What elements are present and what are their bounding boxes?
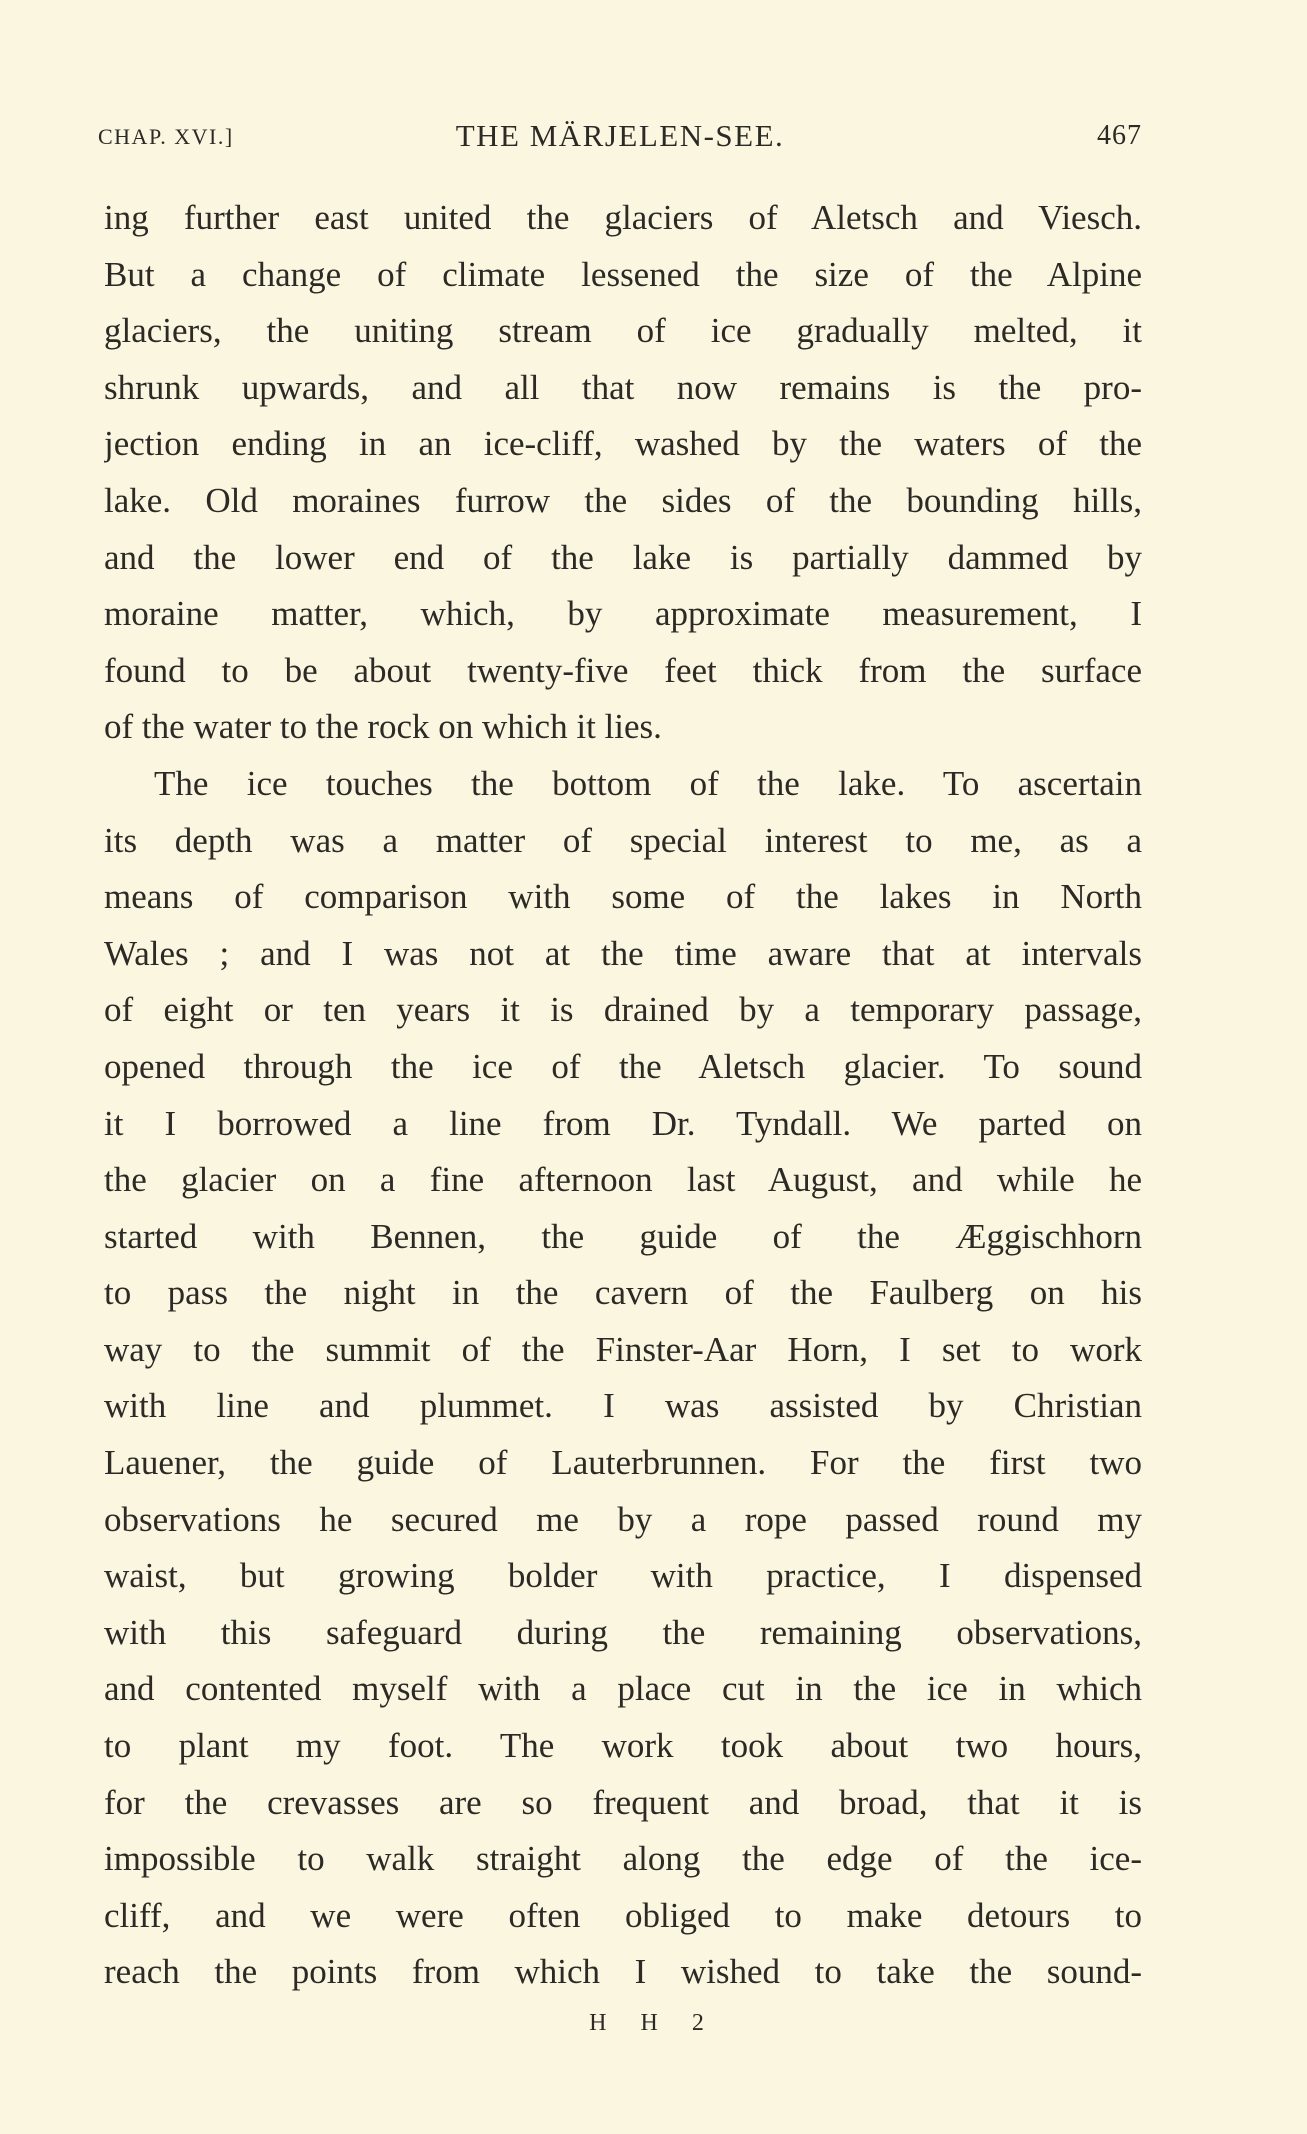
text-line: way to the summit of the Finster-Aar Horn, I set to work (104, 1329, 1142, 1369)
text-line: moraine matter, which, by approximate measurement, I (104, 594, 1142, 634)
chapter-reference: CHAP. XVI.] (98, 124, 234, 149)
page-number: 467 (1097, 120, 1142, 151)
text-line: observations he secured me by a rope passed round my (104, 1499, 1142, 1539)
text-line: But a change of climate lessened the size of the Alpine (104, 254, 1142, 294)
text-line: cliff, and we were often obliged to make detours to (104, 1895, 1142, 1935)
text-line: lake. Old moraines furrow the sides of the bounding hills, (104, 480, 1142, 520)
text-line: waist, but growing bolder with practice, I dispensed (104, 1556, 1142, 1596)
text-line: Lauener, the guide of Lauterbrunnen. For the first two (104, 1443, 1142, 1483)
text-line: its depth was a matter of special interest to me, as a (104, 820, 1142, 860)
text-line: and contented myself with a place cut in the ice in which (104, 1669, 1142, 1709)
text-line: ing further east united the glaciers of Aletsch and Viesch. (104, 198, 1142, 237)
text-line: shrunk upwards, and all that now remains is the pro- (104, 367, 1142, 407)
text-line: found to be about twenty-five feet thick from the surface (104, 650, 1142, 690)
running-head (98, 118, 1142, 162)
text-line: of eight or ten years it is drained by a temporary passage, (104, 990, 1142, 1030)
text-line: it I borrowed a line from Dr. Tyndall. We parted on (104, 1103, 1142, 1143)
text-line: impossible to walk straight along the edge of the ice- (104, 1839, 1142, 1879)
text-line: opened through the ice of the Aletsch glacier. To sound (104, 1046, 1142, 1086)
paragraph-start-line: The ice touches the bottom of the lake. To ascertain (154, 763, 1142, 803)
text-line: reach the points from which I wished to take the sound- (104, 1952, 1142, 1992)
text-line: the glacier on a fine afternoon last August, and while he (104, 1160, 1142, 1200)
text-line: to plant my foot. The work took about two hours, (104, 1726, 1142, 1766)
paragraph-end-line: of the water to the rock on which it lies. (104, 707, 662, 747)
text-line: with this safeguard during the remaining observations, (104, 1612, 1142, 1652)
text-line: for the crevasses are so frequent and broad, that it is (104, 1782, 1142, 1822)
text-line: and the lower end of the lake is partially dammed by (104, 537, 1142, 577)
text-line: glaciers, the uniting stream of ice gradually melted, it (104, 311, 1142, 351)
page-title: THE MÄRJELEN-SEE. (455, 118, 785, 153)
text-line: to pass the night in the cavern of the Faulberg on his (104, 1273, 1142, 1313)
text-line: means of comparison with some of the lakes in North (104, 877, 1142, 917)
text-line: with line and plummet. I was assisted by Christian (104, 1386, 1142, 1426)
signature-mark: H H 2 (589, 2010, 718, 2036)
body-text (104, 190, 1142, 2001)
text-line: started with Bennen, the guide of the Æggischhorn (104, 1216, 1142, 1256)
text-line: Wales ; and I was not at the time aware that at intervals (104, 933, 1142, 973)
text-line: jection ending in an ice-cliff, washed by the waters of the (104, 424, 1142, 464)
